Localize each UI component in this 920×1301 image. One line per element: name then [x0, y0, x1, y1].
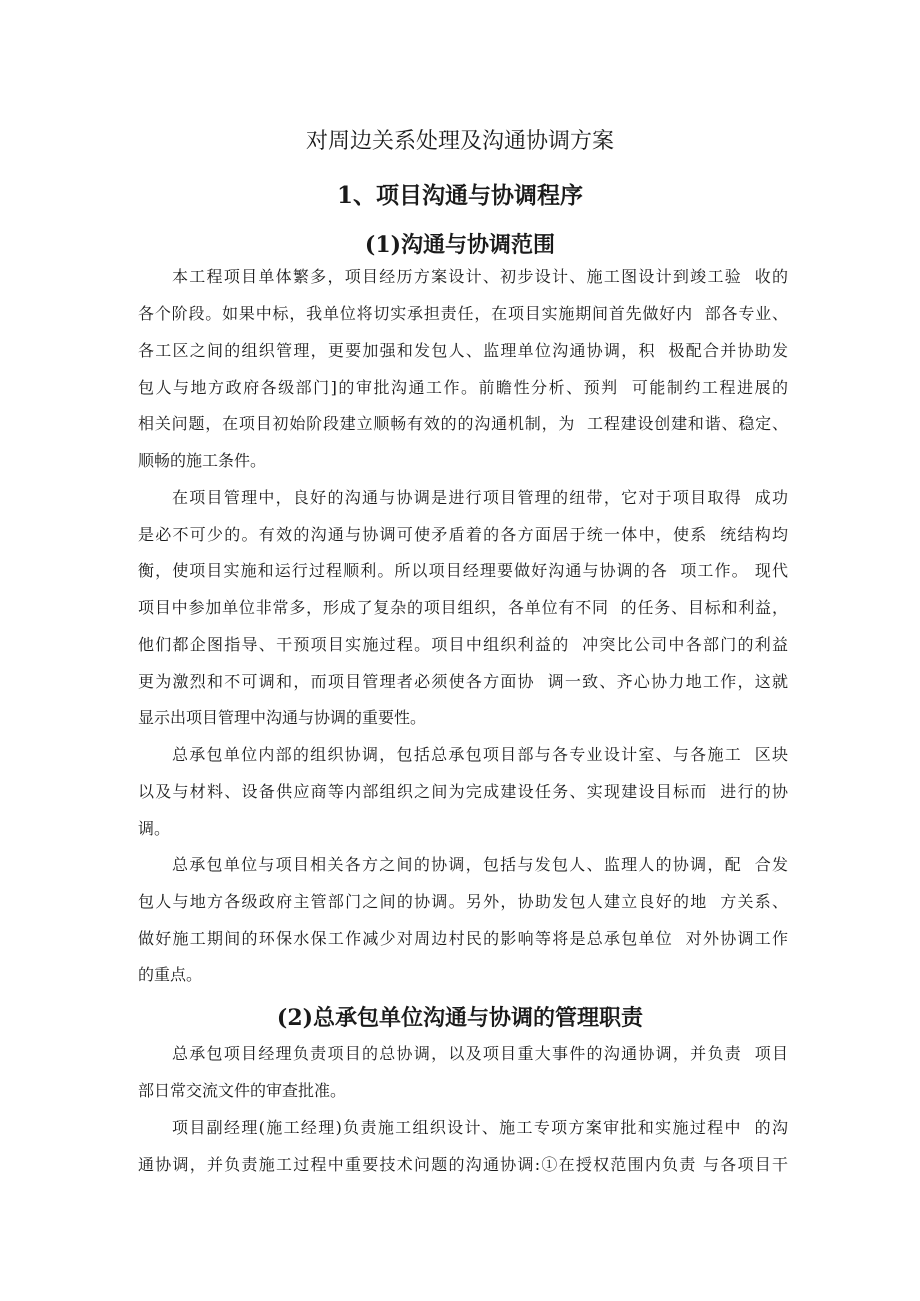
paragraph-line: 他们都企图指导、干预项目实施过程。项目中组织利益的 冲突比公司中各部门的利益: [138, 635, 788, 654]
paragraph-line: 顺畅的施工条件。: [138, 451, 267, 470]
paragraph-line: 包人与地方政府各级部门]的审批沟通工作。前瞻性分析、预判 可能制约工程进展的: [138, 378, 788, 397]
paragraph-line: 总承包项目经理负责项目的总协调，以及项目重大事件的沟通协调，并负责 项目: [172, 1044, 788, 1063]
paragraph-line: 总承包单位与项目相关各方之间的协调，包括与发包人、监理人的协调，配 合发: [172, 855, 788, 874]
paragraph-line: 项目副经理(施工经理)负责施工组织设计、施工专项方案审批和实施过程中 的沟: [172, 1118, 788, 1137]
paragraph-line: 相关问题，在项目初始阶段建立顺畅有效的的沟通机制，为 工程建设创建和谐、稳定、: [138, 414, 788, 433]
paragraph-line: 显示出项目管理中沟通与协调的重要性。: [138, 708, 427, 727]
paragraph-line: 是必不可少的。有效的沟通与协调可使矛盾着的各方面居于统一体中，使系 统结构均: [138, 525, 788, 544]
paragraph-line: 在项目管理中，良好的沟通与协调是进行项目管理的纽带，它对于项目取得 成功: [172, 488, 788, 507]
section-heading-1: 1、项目沟通与协调程序: [336, 182, 583, 209]
paragraph-line: 衡，使项目实施和运行过程顺利。所以项目经理要做好沟通与协调的各 项工作。 现代: [138, 561, 788, 580]
paragraph-line: 各工区之间的组织管理，更要加强和发包人、监理单位沟通协调，积 极配合并协助发: [138, 341, 788, 360]
paragraph-line: 总承包单位内部的组织协调，包括总承包项目部与各专业设计室、与各施工 区块: [172, 745, 788, 764]
paragraph-line: 包人与地方各级政府主管部门之间的协调。另外，协助发包人建立良好的地 方关系、: [138, 892, 788, 911]
paragraph-line: 做好施工期间的环保水保工作减少对周边村民的影响等将是总承包单位 对外协调工作: [138, 929, 788, 948]
subsection-heading-2: (2)总承包单位沟通与协调的管理职责: [276, 1005, 644, 1031]
paragraph-line: 部日常交流文件的审查批准。: [138, 1081, 347, 1100]
paragraph-line: 调。: [138, 819, 171, 838]
paragraph-line: 各个阶段。如果中标，我单位将切实承担责任，在项目实施期间首先做好内 部各专业、: [138, 304, 788, 323]
paragraph-line: 通协调，并负责施工过程中重要技术问题的沟通协调:①在授权范围内负责 与各项目干: [138, 1155, 788, 1174]
paragraph-line: 项目中参加单位非常多，形成了复杂的项目组织，各单位有不同 的任务、目标和利益，: [138, 598, 788, 617]
paragraph-line: 的重点。: [138, 965, 203, 984]
paragraph-line: 更为激烈和不可调和，而项目管理者必须使各方面协 调一致、齐心协力地工作，这就: [138, 672, 788, 691]
paragraph-line: 以及与材料、设备供应商等内部组织之间为完成建设任务、实现建设目标而 进行的协: [138, 782, 788, 801]
document-title: 对周边关系处理及沟通协调方案: [305, 129, 614, 154]
subsection-heading-1: (1)沟通与协调范围: [364, 232, 556, 258]
paragraph-line: 本工程项目单体繁多，项目经历方案设计、初步设计、施工图设计到竣工验 收的: [172, 267, 788, 286]
